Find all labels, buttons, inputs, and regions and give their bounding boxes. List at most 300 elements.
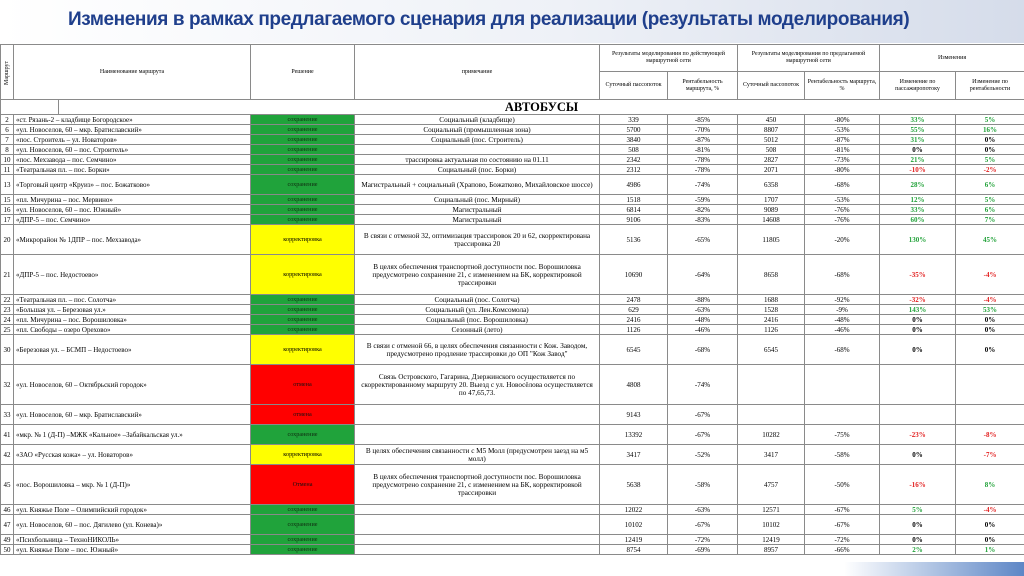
note-cell [355, 405, 600, 425]
current-pax-cell: 508 [600, 145, 668, 155]
note-cell: В связи с отменой 32, оптимизация трассировок 20 и 62, скорректирована трассировка 20 [355, 225, 600, 255]
note-cell: Социальный (кладбище) [355, 115, 600, 125]
change-profit-cell: 5% [956, 195, 1024, 205]
proposed-pax-cell: 1707 [738, 195, 805, 205]
note-cell: В связи с отменой 66, в целях обеспечения связанности с Кож. Заводом, предусмотрено продление трассировки до ОП "Кож Завод" [355, 335, 600, 365]
route-name-cell: «пл. Свободы – озеро Орехово» [14, 325, 251, 335]
route-name-cell: «ст. Рязань-2 – кладбище Богородское» [14, 115, 251, 125]
change-pax-cell [880, 365, 956, 405]
proposed-pax-cell: 508 [738, 145, 805, 155]
current-profit-cell: -63% [668, 305, 738, 315]
current-profit-cell: -58% [668, 465, 738, 505]
change-profit-cell: 45% [956, 225, 1024, 255]
change-pax-cell: 31% [880, 135, 956, 145]
current-profit-cell: -83% [668, 215, 738, 225]
current-pax-cell: 6814 [600, 205, 668, 215]
decision-cell: отмена [251, 365, 355, 405]
decision-cell: сохранение [251, 195, 355, 205]
route-name-cell: «ул. Новоселов, 60 – мкр. Братиславский» [14, 125, 251, 135]
change-pax-cell: 2% [880, 545, 956, 555]
proposed-profit-cell: -75% [805, 425, 880, 445]
current-pax-cell: 3840 [600, 135, 668, 145]
decision-cell: сохранение [251, 425, 355, 445]
change-profit-cell: 6% [956, 205, 1024, 215]
change-profit-cell: 0% [956, 325, 1024, 335]
note-cell: Магистральный [355, 215, 600, 225]
route-number-cell: 22 [1, 295, 14, 305]
note-cell: Магистральный [355, 205, 600, 215]
proposed-profit-cell: -58% [805, 445, 880, 465]
current-profit-cell: -74% [668, 175, 738, 195]
route-number-cell: 16 [1, 205, 14, 215]
table-row [1, 425, 1024, 445]
change-pax-cell: 5% [880, 505, 956, 515]
table-row [1, 155, 1024, 165]
current-pax-cell: 2342 [600, 155, 668, 165]
header-profitability-proposed: Рентабельность маршрута, % [805, 72, 880, 100]
table-row [1, 325, 1024, 335]
route-number-cell: 24 [1, 315, 14, 325]
current-pax-cell: 5136 [600, 225, 668, 255]
change-pax-cell: 21% [880, 155, 956, 165]
table-row [1, 515, 1024, 535]
route-number-cell: 45 [1, 465, 14, 505]
proposed-pax-cell: 1688 [738, 295, 805, 305]
current-profit-cell: -68% [668, 335, 738, 365]
current-pax-cell: 12022 [600, 505, 668, 515]
proposed-pax-cell: 12419 [738, 535, 805, 545]
current-pax-cell: 5700 [600, 125, 668, 135]
change-pax-cell: 0% [880, 325, 956, 335]
current-pax-cell: 4808 [600, 365, 668, 405]
current-profit-cell: -72% [668, 535, 738, 545]
header-route-name: Наименование маршрута [14, 45, 251, 100]
route-name-cell: «ул. Княжье Поле – пос. Южный» [14, 545, 251, 555]
current-profit-cell: -64% [668, 255, 738, 295]
note-cell: Социальный (ул. Лен.Комсомола) [355, 305, 600, 315]
route-number-cell: 46 [1, 505, 14, 515]
decision-cell: сохранение [251, 295, 355, 305]
proposed-pax-cell: 8807 [738, 125, 805, 135]
proposed-profit-cell [805, 365, 880, 405]
current-pax-cell: 1126 [600, 325, 668, 335]
current-profit-cell: -52% [668, 445, 738, 465]
note-cell: Социальный (пос. Мирный) [355, 195, 600, 205]
change-pax-cell: 0% [880, 335, 956, 365]
route-name-cell: «пос. Ворошиловка – мкр. № 1 (Д-П)» [14, 465, 251, 505]
route-name-cell: «пл. Мичурина – пос. Ворошиловка» [14, 315, 251, 325]
proposed-profit-cell: -53% [805, 195, 880, 205]
current-pax-cell: 2312 [600, 165, 668, 175]
table-row [1, 535, 1024, 545]
change-pax-cell: 143% [880, 305, 956, 315]
proposed-pax-cell: 450 [738, 115, 805, 125]
header-daily-pax-proposed: Суточный пассопоток [738, 72, 805, 100]
route-number-cell: 6 [1, 125, 14, 135]
decision-cell: сохранение [251, 505, 355, 515]
route-number-cell: 11 [1, 165, 14, 175]
proposed-pax-cell: 8957 [738, 545, 805, 555]
current-pax-cell: 4986 [600, 175, 668, 195]
proposed-profit-cell: -76% [805, 215, 880, 225]
route-number-cell: 17 [1, 215, 14, 225]
change-pax-cell: 130% [880, 225, 956, 255]
proposed-profit-cell: -46% [805, 325, 880, 335]
route-name-cell: «ДПР-5 – пос. Семчино» [14, 215, 251, 225]
note-cell [355, 545, 600, 555]
decision-cell: сохранение [251, 515, 355, 535]
proposed-profit-cell: -68% [805, 175, 880, 195]
table-row [1, 335, 1024, 365]
route-name-cell: «ул. Новоселов, 60 – пос. Южный» [14, 205, 251, 215]
proposed-pax-cell: 6545 [738, 335, 805, 365]
route-name-cell: «ул. Новоселов, 60 – пос. Строитель» [14, 145, 251, 155]
route-name-cell: «Психбольница – ТехноНИКОЛЬ» [14, 535, 251, 545]
change-profit-cell: 0% [956, 145, 1024, 155]
route-number-cell: 13 [1, 175, 14, 195]
current-profit-cell: -63% [668, 505, 738, 515]
proposed-profit-cell: -81% [805, 145, 880, 155]
header-profitability-current: Рентабельность маршрута, % [668, 72, 738, 100]
current-pax-cell: 9106 [600, 215, 668, 225]
change-pax-cell [880, 405, 956, 425]
table-row [1, 205, 1024, 215]
change-profit-cell: 5% [956, 115, 1024, 125]
change-profit-cell: -2% [956, 165, 1024, 175]
route-number-cell: 15 [1, 195, 14, 205]
current-profit-cell: -59% [668, 195, 738, 205]
table-row [1, 255, 1024, 295]
proposed-pax-cell: 10282 [738, 425, 805, 445]
proposed-profit-cell: -73% [805, 155, 880, 165]
proposed-profit-cell: -72% [805, 535, 880, 545]
proposed-profit-cell: -87% [805, 135, 880, 145]
route-number-cell: 42 [1, 445, 14, 465]
table-body [1, 100, 1024, 555]
proposed-pax-cell: 12571 [738, 505, 805, 515]
decision-cell: сохранение [251, 125, 355, 135]
proposed-profit-cell: -68% [805, 255, 880, 295]
header-change-pax: Изменение по пассажиропотоку [880, 72, 956, 100]
proposed-pax-cell: 4757 [738, 465, 805, 505]
current-pax-cell: 10102 [600, 515, 668, 535]
route-name-cell: «ДПР-5 – пос. Недостоево» [14, 255, 251, 295]
proposed-pax-cell: 3417 [738, 445, 805, 465]
current-pax-cell: 629 [600, 305, 668, 315]
proposed-pax-cell: 2071 [738, 165, 805, 175]
change-profit-cell: 1% [956, 545, 1024, 555]
decision-cell: Отмена [251, 465, 355, 505]
proposed-profit-cell: -67% [805, 505, 880, 515]
change-pax-cell: 28% [880, 175, 956, 195]
proposed-profit-cell: -20% [805, 225, 880, 255]
route-number-cell: 23 [1, 305, 14, 315]
decision-cell: сохранение [251, 165, 355, 175]
proposed-profit-cell: -68% [805, 335, 880, 365]
proposed-profit-cell: -50% [805, 465, 880, 505]
change-pax-cell: 55% [880, 125, 956, 135]
decision-cell: корректировка [251, 335, 355, 365]
results-table [0, 44, 1024, 555]
route-number-cell: 30 [1, 335, 14, 365]
proposed-pax-cell: 5012 [738, 135, 805, 145]
change-profit-cell: -7% [956, 445, 1024, 465]
proposed-profit-cell: -9% [805, 305, 880, 315]
table-row [1, 505, 1024, 515]
header-route-number: Маршрут [1, 45, 14, 100]
table-row [1, 115, 1024, 125]
proposed-pax-cell: 10102 [738, 515, 805, 535]
current-profit-cell: -67% [668, 515, 738, 535]
route-name-cell: «пл. Мичурина – пос. Мервино» [14, 195, 251, 205]
current-profit-cell: -65% [668, 225, 738, 255]
header-change-profit: Изменение по рентабельности [956, 72, 1024, 100]
route-number-cell: 20 [1, 225, 14, 255]
change-profit-cell: 53% [956, 305, 1024, 315]
note-cell [355, 425, 600, 445]
note-cell: трассировка актуальная по состоянию на 01.11 [355, 155, 600, 165]
table-row [1, 195, 1024, 205]
route-name-cell: «Микрорайон № 1ДПР – пос. Мехзавода» [14, 225, 251, 255]
decision-cell: сохранение [251, 325, 355, 335]
change-profit-cell: 0% [956, 515, 1024, 535]
note-cell: В целях обеспечения транспортной доступности пос. Ворошиловка предусмотрено сохранение 21, с изменением на БК, корректировкой трассировки [355, 465, 600, 505]
note-cell: Связь Островского, Гагарина, Дзержинского осуществляется по скорректированному маршруту 20. Выезд с ул. Новосёлова осуществляется по 47,65,73. [355, 365, 600, 405]
table-row [1, 165, 1024, 175]
proposed-pax-cell [738, 365, 805, 405]
current-profit-cell: -87% [668, 135, 738, 145]
change-pax-cell: -35% [880, 255, 956, 295]
change-profit-cell: 16% [956, 125, 1024, 135]
route-number-cell: 8 [1, 145, 14, 155]
change-profit-cell: 5% [956, 155, 1024, 165]
change-pax-cell: -10% [880, 165, 956, 175]
header-note: примечание [355, 45, 600, 100]
table-row [1, 315, 1024, 325]
change-profit-cell: -4% [956, 505, 1024, 515]
table-row [1, 145, 1024, 155]
current-profit-cell: -69% [668, 545, 738, 555]
route-name-cell: «Большая ул. – Березовая ул.» [14, 305, 251, 315]
table-row [1, 465, 1024, 505]
proposed-pax-cell: 2827 [738, 155, 805, 165]
route-number-cell: 49 [1, 535, 14, 545]
change-profit-cell: 0% [956, 135, 1024, 145]
route-name-cell: «ул. Новоселов, 60 – Октябрьский городок» [14, 365, 251, 405]
change-profit-cell: 0% [956, 315, 1024, 325]
note-cell: Социальный (пос. Строитель) [355, 135, 600, 145]
change-pax-cell: 0% [880, 315, 956, 325]
change-pax-cell: 0% [880, 515, 956, 535]
route-name-cell: «ул. Новоселов, 60 – мкр. Братиславский» [14, 405, 251, 425]
note-cell: Социальный (пос. Ворошиловка) [355, 315, 600, 325]
change-pax-cell: 0% [880, 535, 956, 545]
note-cell [355, 535, 600, 545]
note-cell: В целях обеспечения транспортной доступности пос. Ворошиловка предусмотрено сохранение 21, с изменением на БК, корректировкой трассировки [355, 255, 600, 295]
proposed-profit-cell [805, 405, 880, 425]
note-cell [355, 145, 600, 155]
proposed-profit-cell: -80% [805, 115, 880, 125]
route-number-cell: 32 [1, 365, 14, 405]
current-pax-cell: 13392 [600, 425, 668, 445]
change-pax-cell: 12% [880, 195, 956, 205]
note-cell: Социальный (пос. Борки) [355, 165, 600, 175]
note-cell: В целях обеспечения связанности с М5 Молл (предусмотрен заезд на м5 молл) [355, 445, 600, 465]
proposed-profit-cell: -76% [805, 205, 880, 215]
proposed-pax-cell: 11805 [738, 225, 805, 255]
proposed-pax-cell: 1126 [738, 325, 805, 335]
section-row [1, 100, 1024, 115]
current-pax-cell: 9143 [600, 405, 668, 425]
proposed-pax-cell: 2416 [738, 315, 805, 325]
current-pax-cell: 10690 [600, 255, 668, 295]
table-row [1, 125, 1024, 135]
change-profit-cell [956, 365, 1024, 405]
change-profit-cell: 0% [956, 335, 1024, 365]
change-pax-cell: -16% [880, 465, 956, 505]
proposed-pax-cell: 1528 [738, 305, 805, 315]
decision-cell: сохранение [251, 145, 355, 155]
corner-decoration [844, 562, 1024, 576]
table-row [1, 215, 1024, 225]
page-title: Изменения в рамках предлагаемого сценария для реализации (результаты моделирования) [68, 9, 910, 30]
decision-cell: корректировка [251, 445, 355, 465]
change-profit-cell [956, 405, 1024, 425]
route-number-cell: 2 [1, 115, 14, 125]
change-profit-cell: 6% [956, 175, 1024, 195]
change-pax-cell: -23% [880, 425, 956, 445]
route-name-cell: «Театральная пл. – пос. Солотча» [14, 295, 251, 305]
header-decision: Решение [251, 45, 355, 100]
header-proposed-network: Результаты моделирования по предлагаемой маршрутной сети [738, 45, 880, 72]
table-row [1, 545, 1024, 555]
note-cell: Сезонный (лето) [355, 325, 600, 335]
table-row [1, 305, 1024, 315]
decision-cell: корректировка [251, 225, 355, 255]
table-row [1, 135, 1024, 145]
header-current-network: Результаты моделирования по действующей маршрутной сети [600, 45, 738, 72]
route-number-cell: 10 [1, 155, 14, 165]
route-name-cell: «мкр. № 1 (Д-П) –МЖК «Кальное» –Забайкальская ул.» [14, 425, 251, 445]
title-bar [0, 0, 1024, 43]
decision-cell: сохранение [251, 205, 355, 215]
current-profit-cell: -78% [668, 155, 738, 165]
proposed-profit-cell: -80% [805, 165, 880, 175]
note-cell: Социальный (промышленная зона) [355, 125, 600, 135]
current-profit-cell: -48% [668, 315, 738, 325]
note-cell [355, 515, 600, 535]
current-pax-cell: 12419 [600, 535, 668, 545]
change-profit-cell: 0% [956, 535, 1024, 545]
change-profit-cell: -4% [956, 255, 1024, 295]
note-cell: Магистральный + социальный (Храпово, Божатково, Михайловское шоссе) [355, 175, 600, 195]
current-profit-cell: -46% [668, 325, 738, 335]
decision-cell: отмена [251, 405, 355, 425]
proposed-pax-cell: 9089 [738, 205, 805, 215]
change-pax-cell: -32% [880, 295, 956, 305]
header-daily-pax-current: Суточный пассопоток [600, 72, 668, 100]
route-name-cell: «ул. Новоселов, 60 – пос. Дягилево (ул. Конева)» [14, 515, 251, 535]
current-pax-cell: 1518 [600, 195, 668, 205]
decision-cell: сохранение [251, 115, 355, 125]
proposed-profit-cell: -66% [805, 545, 880, 555]
current-profit-cell: -67% [668, 425, 738, 445]
decision-cell: сохранение [251, 305, 355, 315]
current-pax-cell: 6545 [600, 335, 668, 365]
route-name-cell: «ЗАО «Русская кожа» – ул. Новаторов» [14, 445, 251, 465]
route-number-cell: 7 [1, 135, 14, 145]
proposed-pax-cell: 8658 [738, 255, 805, 295]
current-profit-cell: -70% [668, 125, 738, 135]
note-cell: Социальный (пос. Солотча) [355, 295, 600, 305]
section-label: АВТОБУСЫ [59, 100, 1024, 115]
current-profit-cell: -81% [668, 145, 738, 155]
change-pax-cell: 60% [880, 215, 956, 225]
change-pax-cell: 0% [880, 445, 956, 465]
route-name-cell: «Театральная пл. – пос. Борки» [14, 165, 251, 175]
current-profit-cell: -85% [668, 115, 738, 125]
proposed-profit-cell: -67% [805, 515, 880, 535]
current-profit-cell: -74% [668, 365, 738, 405]
route-number-cell: 41 [1, 425, 14, 445]
note-cell [355, 505, 600, 515]
route-number-cell: 50 [1, 545, 14, 555]
table-row [1, 175, 1024, 195]
current-profit-cell: -78% [668, 165, 738, 175]
change-profit-cell: 7% [956, 215, 1024, 225]
change-profit-cell: -4% [956, 295, 1024, 305]
decision-cell: сохранение [251, 155, 355, 165]
route-name-cell: «ул. Княжье Поле – Олимпийский городок» [14, 505, 251, 515]
table-row [1, 225, 1024, 255]
proposed-pax-cell: 6358 [738, 175, 805, 195]
table-row [1, 445, 1024, 465]
proposed-pax-cell [738, 405, 805, 425]
table-row [1, 295, 1024, 305]
route-name-cell: «пос. Строитель – ул. Новаторов» [14, 135, 251, 145]
route-name-cell: «Березовая ул. – БСМП – Недостоево» [14, 335, 251, 365]
current-profit-cell: -88% [668, 295, 738, 305]
decision-cell: сохранение [251, 545, 355, 555]
table-row [1, 365, 1024, 405]
decision-cell: сохранение [251, 175, 355, 195]
change-profit-cell: -8% [956, 425, 1024, 445]
current-pax-cell: 3417 [600, 445, 668, 465]
current-profit-cell: -67% [668, 405, 738, 425]
change-profit-cell: 8% [956, 465, 1024, 505]
change-pax-cell: 33% [880, 115, 956, 125]
proposed-profit-cell: -48% [805, 315, 880, 325]
proposed-pax-cell: 14608 [738, 215, 805, 225]
current-profit-cell: -82% [668, 205, 738, 215]
decision-cell: сохранение [251, 535, 355, 545]
decision-cell: корректировка [251, 255, 355, 295]
current-pax-cell: 2478 [600, 295, 668, 305]
change-pax-cell: 0% [880, 145, 956, 155]
route-number-cell: 47 [1, 515, 14, 535]
current-pax-cell: 2416 [600, 315, 668, 325]
current-pax-cell: 8754 [600, 545, 668, 555]
decision-cell: сохранение [251, 215, 355, 225]
route-number-cell: 21 [1, 255, 14, 295]
route-name-cell: «пос. Мехзавода – пос. Семчино» [14, 155, 251, 165]
decision-cell: сохранение [251, 135, 355, 145]
proposed-profit-cell: -53% [805, 125, 880, 135]
current-pax-cell: 5638 [600, 465, 668, 505]
decision-cell: сохранение [251, 315, 355, 325]
table-row [1, 405, 1024, 425]
route-name-cell: «Торговый центр «Круиз» – пос. Божатково» [14, 175, 251, 195]
